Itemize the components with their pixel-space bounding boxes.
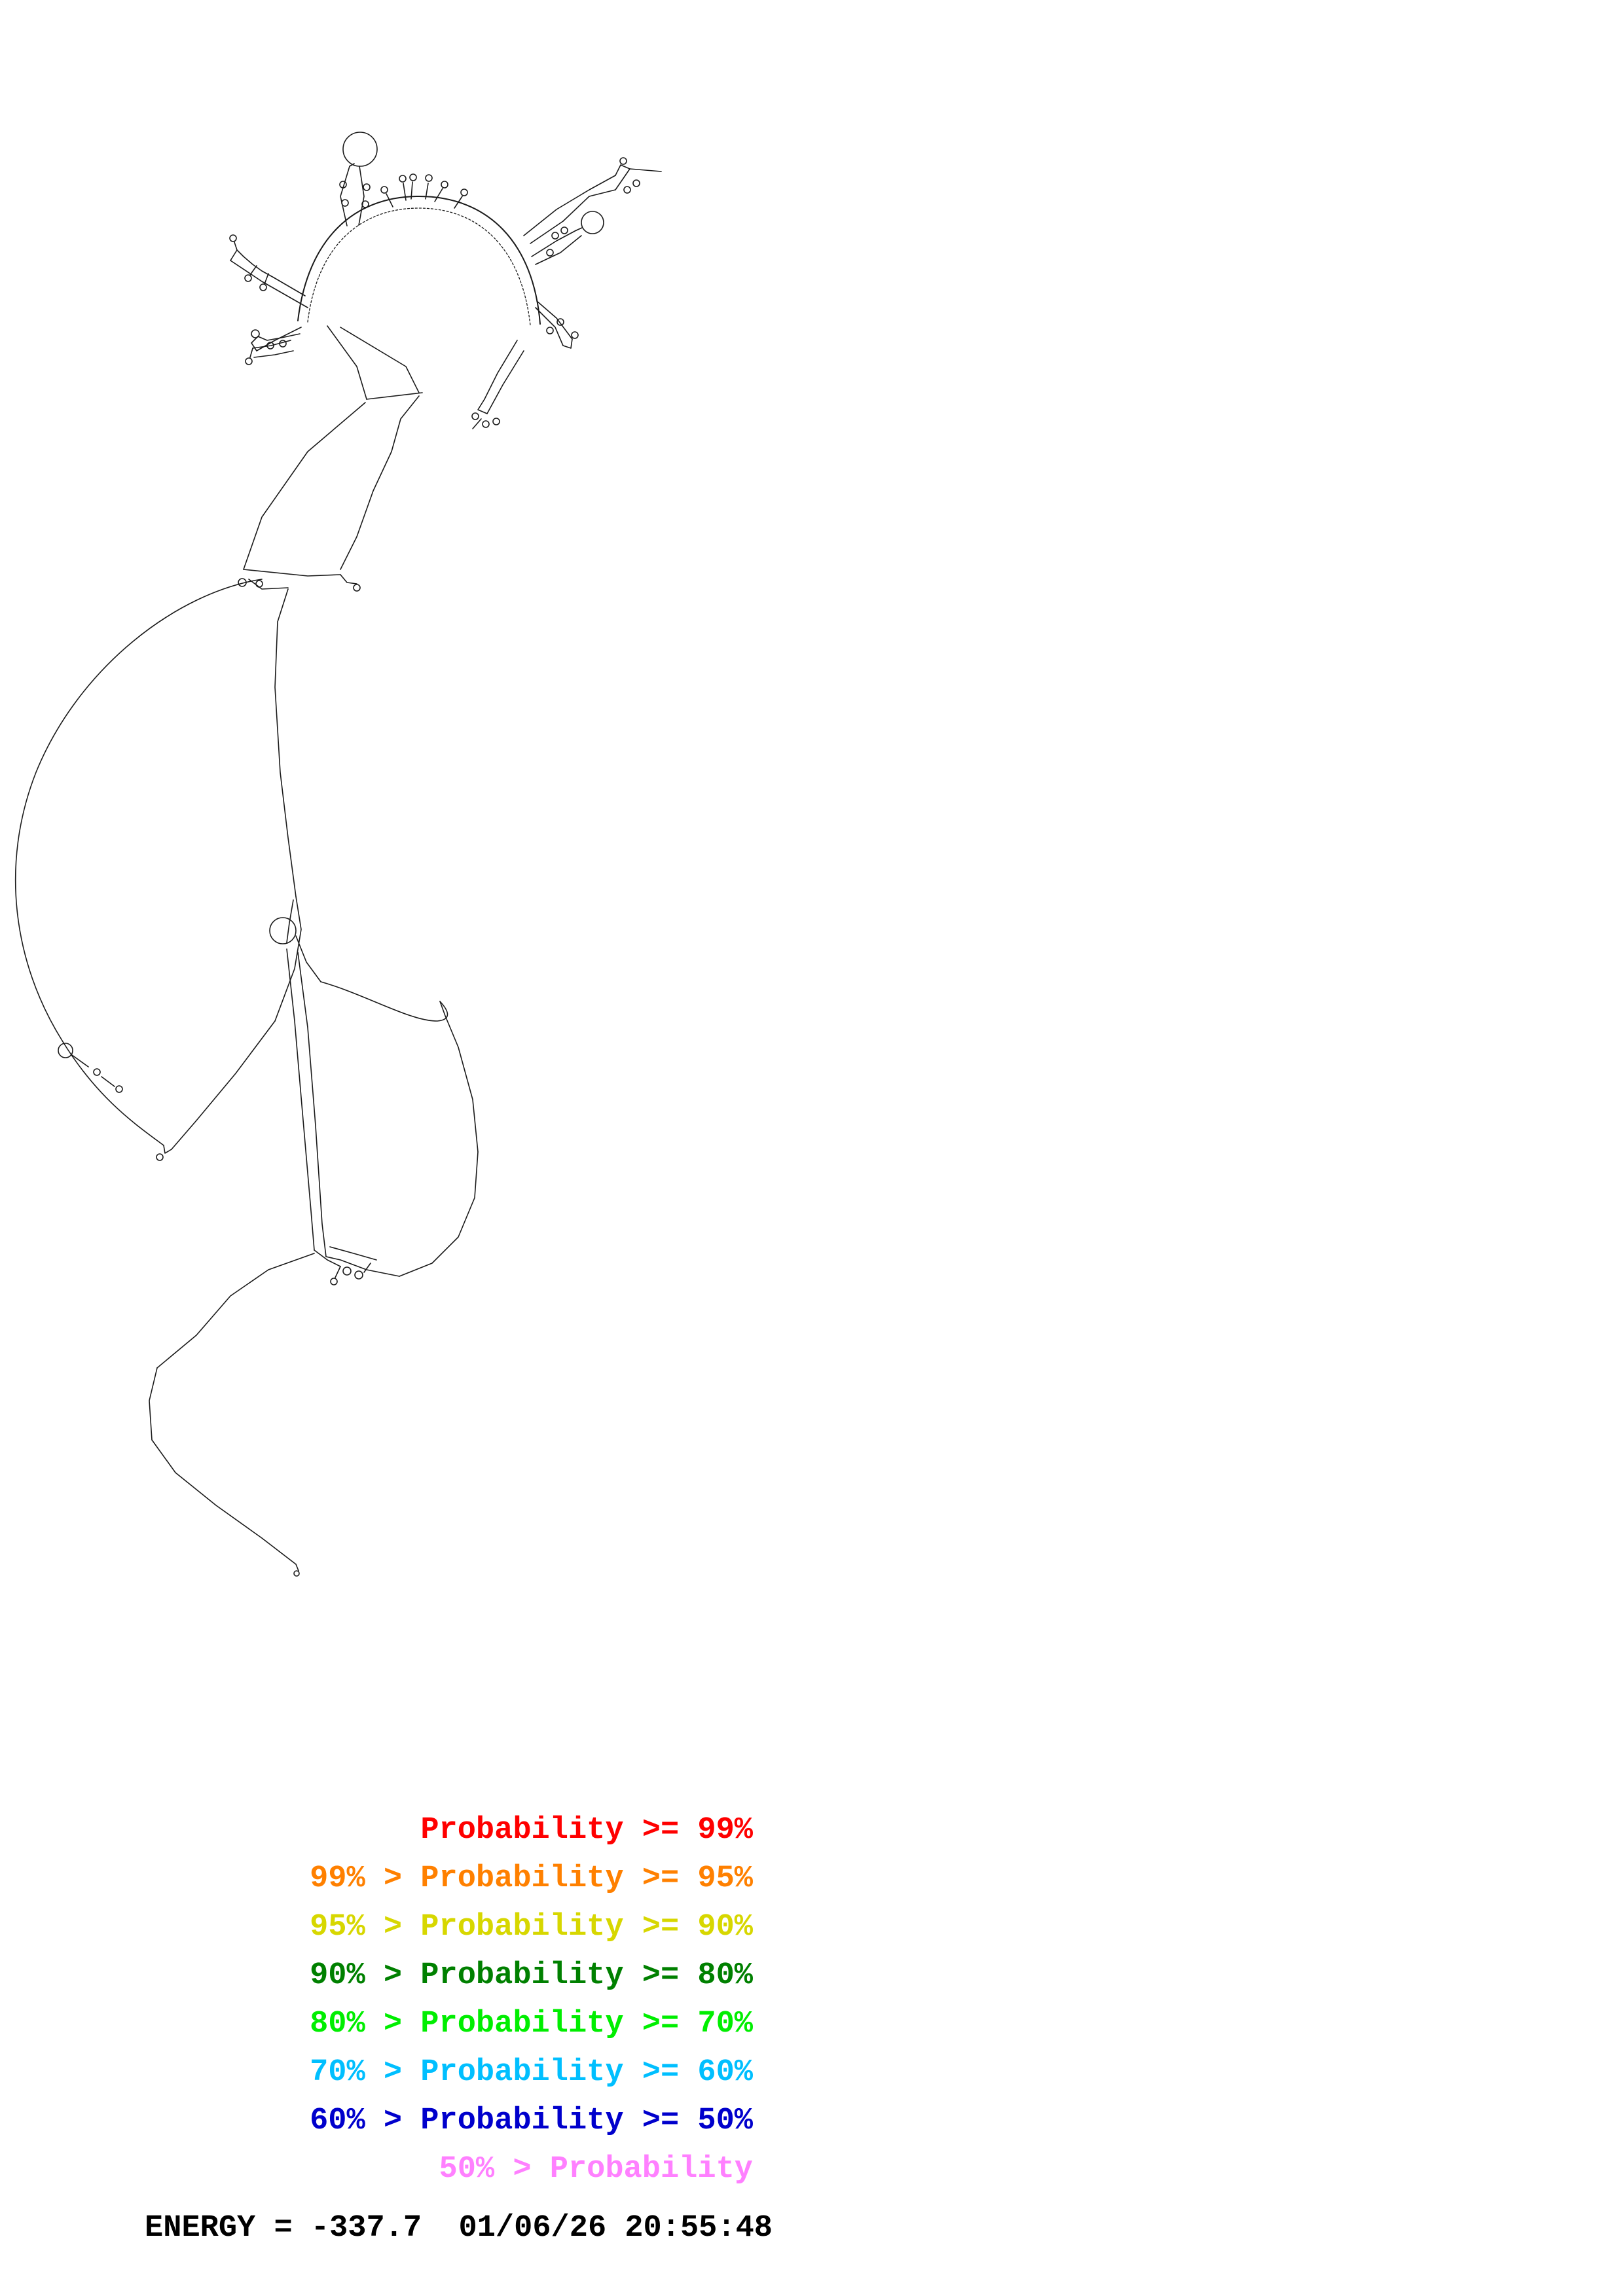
helix-upper-left [340, 166, 350, 226]
right-loop-right-b [399, 1152, 478, 1276]
hairpin-crest-4 [435, 188, 443, 202]
branch-rl-1 [335, 1266, 340, 1278]
loop-node [493, 418, 500, 425]
loop-node [230, 235, 236, 242]
hairpin-right-lower [563, 339, 572, 348]
helix-left-lower-return [258, 334, 300, 340]
loop-node [572, 332, 578, 338]
legend-row-80: 90% > Probability >= 80% [310, 1958, 753, 1993]
loop-node [256, 581, 263, 587]
tail-segment-c [152, 1440, 296, 1564]
branch-a [250, 266, 257, 275]
helix-left-outer-return2 [274, 278, 305, 296]
legend-row-50: 60% > Probability >= 50% [310, 2104, 753, 2138]
tail-end [296, 1564, 299, 1571]
helix-bl-1 [253, 340, 291, 348]
loop-node [156, 1154, 163, 1160]
legend-row-99: Probability >= 99% [420, 1813, 753, 1848]
right-loop-right-a [440, 1001, 478, 1152]
legend-row-95: 99% > Probability >= 95% [310, 1861, 753, 1896]
loop-node [461, 189, 467, 196]
multiloop-arc-inner [308, 208, 530, 325]
loop-node [410, 174, 416, 181]
helix-right-upper [524, 175, 615, 236]
multiloop-arc-outer [298, 196, 540, 324]
loop-node [94, 1069, 100, 1075]
loop-node [557, 319, 564, 325]
loop-node [561, 227, 568, 234]
right-loop-top [321, 982, 448, 1021]
right-loop-bottom-inner [330, 1247, 376, 1260]
branch-rl-2 [364, 1263, 371, 1272]
loop-node [624, 187, 630, 193]
helix-left-outer-return [244, 257, 274, 278]
helix-right-lower-return [537, 301, 572, 339]
interior-join [340, 575, 357, 584]
side-loop-stem2 [101, 1077, 115, 1086]
loop-node [472, 413, 479, 420]
loop-node [483, 421, 489, 427]
legend-row-70: 80% > Probability >= 70% [310, 2007, 753, 2041]
tail-end-node [294, 1571, 299, 1576]
tail-segment-b [149, 1368, 157, 1440]
legend-row-below-50: 50% > Probability [439, 2152, 753, 2187]
helix-bl-return [254, 351, 293, 357]
interior-loop-bridge-1 [244, 569, 340, 576]
right-loop-join [314, 1250, 340, 1266]
loop-node [260, 284, 266, 291]
branch-b [264, 274, 268, 284]
long-stem-right-a [392, 396, 419, 452]
loop-node [633, 180, 640, 187]
energy-and-timestamp: ENERGY = -337.7 01/06/26 20:55:48 [145, 2211, 773, 2246]
loop-node [363, 184, 370, 190]
helix-right-upper-tail [630, 169, 661, 171]
helix-right-mid-cap [576, 228, 582, 230]
hairpin-br [478, 399, 487, 414]
loop-node [441, 181, 448, 188]
hairpin-left-outer-a [230, 250, 244, 260]
tail-segment-a [157, 1253, 314, 1368]
large-loop-circle [343, 132, 377, 166]
loop-node [547, 327, 553, 334]
long-stem-left-a [244, 403, 365, 569]
helix-right-upper-return2 [589, 190, 615, 196]
legend-row-90: 95% > Probability >= 90% [310, 1910, 753, 1945]
loop-node [342, 200, 348, 206]
helix-right-mid [532, 230, 576, 257]
loop-node [331, 1278, 337, 1285]
branch-br [473, 419, 481, 429]
loop-node [354, 584, 360, 591]
side-loop-stem [72, 1055, 88, 1067]
loop-node [426, 175, 432, 181]
loop-node [552, 232, 558, 239]
loop-node [246, 358, 252, 365]
multiloop-close-bridge [367, 393, 422, 399]
long-stem-right-b [340, 452, 392, 569]
large-left-loop-inner-a [172, 1021, 275, 1149]
large-left-loop-tip [164, 1145, 172, 1153]
helix-right-upper-return3 [563, 196, 589, 221]
loop-node [620, 158, 627, 164]
medium-loop-circle [581, 211, 604, 234]
central-stem-branch-right [296, 936, 321, 982]
loop-node [399, 175, 406, 182]
hairpin-left-outer-b [234, 242, 237, 250]
loop-node [245, 275, 251, 281]
loop-node [355, 1271, 363, 1279]
central-stem-long-a [287, 949, 314, 1250]
loop-node [116, 1086, 122, 1092]
footer [0, 2211, 792, 2246]
probability-legend [0, 1806, 773, 2194]
hairpin-right-upper [615, 165, 630, 175]
loop-node [343, 1267, 351, 1275]
loop-node [547, 249, 553, 256]
loop-node [381, 187, 388, 193]
helix-left-outer [230, 260, 308, 308]
legend-row-60: 70% > Probability >= 60% [310, 2055, 753, 2090]
large-left-loop-inner-c [275, 589, 296, 897]
multiloop-close-left [327, 326, 367, 399]
large-left-loop-outer [16, 579, 262, 1145]
helix-upper-left-return [359, 166, 364, 225]
loop-circle-mid [270, 918, 296, 944]
hairpin-bl [250, 348, 253, 357]
